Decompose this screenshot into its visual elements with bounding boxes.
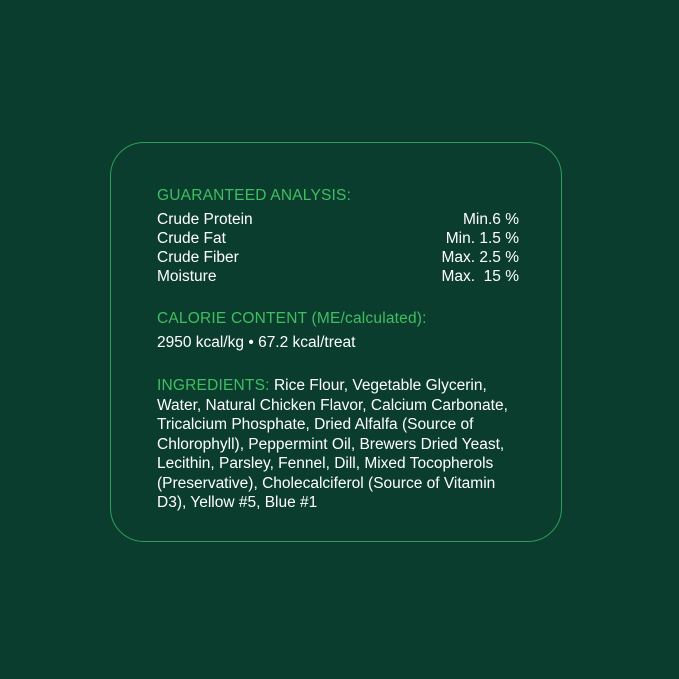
- ingredients-paragraph: [157, 376, 525, 513]
- nutrient-value: Min. 1.5 %: [445, 230, 519, 247]
- calorie-content-value: 2950 kcal/kg • 67.2 kcal/treat: [157, 334, 356, 351]
- nutrient-value: Max. 15 %: [441, 268, 519, 285]
- nutrition-panel: [110, 142, 562, 542]
- guaranteed-analysis-heading: GUARANTEED ANALYSIS:: [157, 187, 352, 204]
- nutrient-name: Crude Fat: [157, 230, 226, 247]
- nutrient-value: Max. 2.5 %: [441, 249, 519, 266]
- nutrient-name: Moisture: [157, 268, 217, 285]
- nutrient-name: Crude Fiber: [157, 249, 239, 266]
- nutrient-value: Min.6 %: [463, 211, 519, 228]
- spacer: [157, 352, 539, 376]
- ingredients-label: INGREDIENTS:: [157, 377, 270, 394]
- ingredients-text: Rice Flour, Vegetable Glycerin, Water, Natural Chicken Flavor, Calcium Carbonate, Tricalcium Phosphate, Dried Alfalfa (Source of Chlorophyll), Peppermint Oil, Brewers Dried Yeast, Lecithin, Parsley, Fennel, Dill, Mixed Tocopherols (Preservative), Cholecalciferol (Source of Vitamin D3), Yellow #5, Blue #1: [157, 377, 508, 511]
- table-row: [157, 229, 519, 248]
- table-row: [157, 210, 519, 229]
- table-row: [157, 267, 519, 286]
- guaranteed-analysis-table: [157, 210, 519, 286]
- nutrient-name: Crude Protein: [157, 211, 253, 228]
- spacer: [157, 286, 539, 310]
- table-row: [157, 248, 519, 267]
- calorie-content-heading: CALORIE CONTENT (ME/calculated):: [157, 310, 427, 327]
- panel-content: [157, 187, 539, 513]
